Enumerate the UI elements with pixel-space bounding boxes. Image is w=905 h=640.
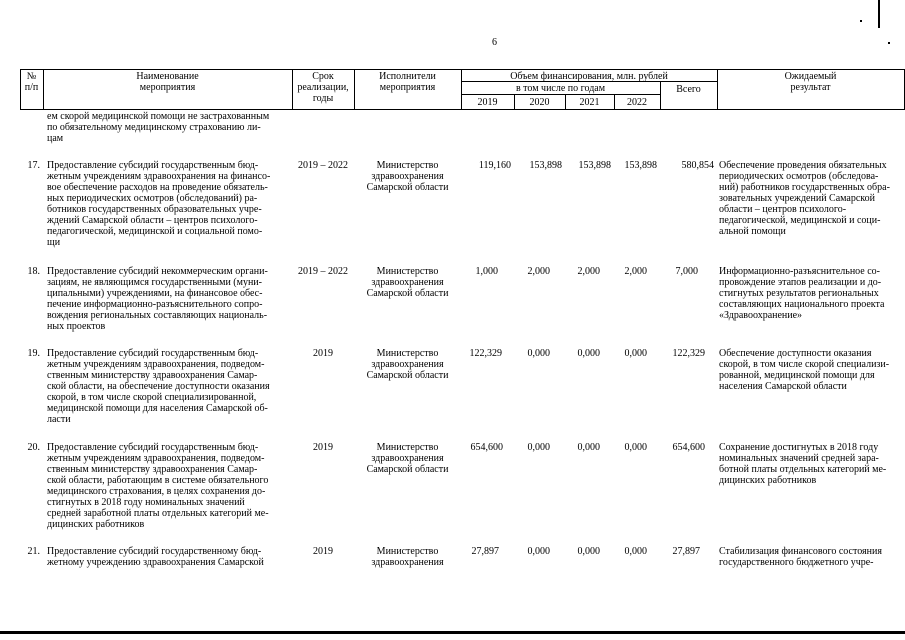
row-num: 20. [27, 442, 40, 453]
scan-dot [860, 20, 862, 22]
row-executor: Министерство здравоохранения [371, 546, 444, 568]
row-2022: 0,000 [624, 348, 647, 359]
row-2021: 2,000 [577, 266, 600, 277]
header-total: Всего [676, 84, 701, 95]
row-num: 21. [27, 546, 40, 557]
row-name: Предоставление субсидий государственным бюд- жетным учреждениям здравоохранения, подведом- ственным министерству здравоохранения Самар- ской области, на обеспечение доступности оказания скорой, в том числе скорой специализированной, медицинской помощи для населения Самарской об- ласти [47, 348, 270, 425]
row-2020: 153,898 [529, 160, 562, 171]
header-name: Наименование мероприятия [136, 71, 199, 93]
header-executor: Исполнители мероприятия [379, 71, 436, 93]
row-name: Предоставление субсидий некоммерческим органи- зациям, не являющимся государственными (муни- ципальными) учреждениями, на финансовое обес- печение информационно-разъяснительного сопро- вождения региональных составляющих националь- ных проектов [47, 266, 268, 332]
row-sum: 122,329 [672, 348, 705, 359]
row-2020: 2,000 [527, 266, 550, 277]
row-result: Обеспечение доступности оказания скорой, в том числе скорой специализи- рованной, медицинской помощи для населения Самарской области [719, 348, 890, 392]
row-name: Предоставление субсидий государственным бюд- жетным учреждениям здравоохранения, подведом- ственным министерству здравоохранения Самар- ской области, работающим в системе обязательного медицинского страхования, в целях сохранения до- стигнутых в 2018 году номинальных значений средней заработной платы отдельных категорий ме- дицинских работников [47, 442, 269, 530]
row-name: Предоставление субсидий государственным бюд- жетным учреждениям здравоохранения на финансо- вое обеспечение расходов на проведение обязатель- ных периодических осмотров (обследований) ра- ботников государственных образовательных учре- ждений Самарской области – центров психолого- педагогической, медицинской и социальной помо- щи [47, 160, 271, 248]
row-2021: 0,000 [577, 348, 600, 359]
years-subheader-line [461, 94, 660, 95]
header-funding: Объем финансирования, млн. рублей [510, 71, 668, 82]
row-term: 2019 [313, 546, 333, 557]
row-executor: Министерство здравоохранения Самарской области [366, 442, 449, 475]
header-by-years: в том числе по годам [515, 83, 606, 94]
scan-dot [888, 42, 890, 44]
row-2019: 122,329 [469, 348, 502, 359]
scan-mark [878, 0, 880, 28]
row-2019: 654,600 [470, 442, 503, 453]
row-2022: 0,000 [624, 442, 647, 453]
row-sum: 654,600 [672, 442, 705, 453]
row-2022: 0,000 [624, 546, 647, 557]
header-term: Срок реализации, годы [297, 71, 349, 104]
row-2020: 0,000 [527, 442, 550, 453]
row-result: Информационно-разъяснительное со- провождение этапов реализации и до- стигнутых результатов региональных составляющих национального проекта «Здравоохранение» [719, 266, 885, 321]
header-year: 2021 [579, 97, 600, 108]
row-term: 2019 – 2022 [298, 266, 348, 277]
row-2021: 0,000 [577, 546, 600, 557]
row-2020: 0,000 [527, 348, 550, 359]
row-2019: 119,160 [478, 160, 511, 171]
row-2022: 153,898 [624, 160, 657, 171]
row-2020: 0,000 [527, 546, 550, 557]
table-top-border [20, 69, 904, 70]
header-year: 2020 [529, 97, 550, 108]
header-bottom-border [20, 109, 904, 110]
header-year: 2022 [627, 97, 647, 108]
row-sum: 27,897 [672, 546, 700, 557]
row-sum: 580,854 [681, 160, 714, 171]
header-result: Ожидаемый результат [784, 71, 837, 93]
header-num: № п/п [24, 71, 39, 93]
header-year: 2019 [477, 97, 498, 108]
continuation-text: ем скорой медицинской помощи не застрахованным по обязательному медицинскому страхованию ли- цам [47, 111, 270, 144]
row-2019: 27,897 [471, 546, 499, 557]
row-term: 2019 – 2022 [298, 160, 348, 171]
row-executor: Министерство здравоохранения Самарской области [366, 266, 449, 299]
row-result: Сохранение достигнутых в 2018 году номинальных значений средней зара- ботной платы отдельных категорий ме- дицинских работников [719, 442, 887, 486]
row-term: 2019 [313, 348, 333, 359]
row-sum: 7,000 [675, 266, 698, 277]
row-num: 18. [27, 266, 40, 277]
row-num: 19. [27, 348, 40, 359]
page-number: 6 [492, 37, 497, 48]
row-executor: Министерство здравоохранения Самарской области [366, 348, 449, 381]
row-2021: 153,898 [578, 160, 611, 171]
row-num: 17. [27, 160, 40, 171]
row-2021: 0,000 [577, 442, 600, 453]
scan-bottom-edge [0, 631, 905, 634]
row-result: Обеспечение проведения обязательных периодических осмотров (обследова- ний) работников государственных обра- зовательных учреждений Самарской области – центров психолого- педагогической, медицинской и соци- альной помощи [719, 160, 890, 237]
row-term: 2019 [313, 442, 333, 453]
row-2022: 2,000 [624, 266, 647, 277]
row-2019: 1,000 [475, 266, 498, 277]
row-name: Предоставление субсидий государственному бюд- жетному учреждению здравоохранения Самарской [47, 546, 264, 568]
row-executor: Министерство здравоохранения Самарской области [366, 160, 449, 193]
row-result: Стабилизация финансового состояния государственного бюджетного учре- [719, 546, 882, 568]
